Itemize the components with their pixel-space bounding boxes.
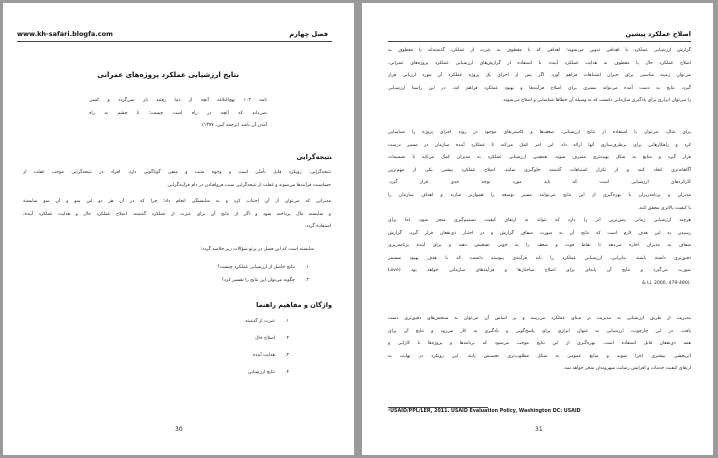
intro-question <box>54 244 314 257</box>
left-page <box>3 3 354 455</box>
page-number: 30 <box>175 426 183 433</box>
header-title: اصلاح عملکرد پیشین <box>625 30 691 38</box>
paragraph-4 <box>388 313 691 376</box>
section-heading: نتیجه‌گرایی <box>296 153 332 161</box>
question-number: ۱. <box>305 265 309 270</box>
vocab-item <box>149 315 289 328</box>
citation-line: & Li, 2000, 479-490). <box>642 280 691 286</box>
chapter-label: فصل چهارم <box>289 30 328 38</box>
paragraph-line: صورت می‌گیرد و نتایج آن پایه‌ای برای اصلاح ساختارها و فرآیندهای سازمانی خواهد بود (Love <box>388 268 691 274</box>
vocab-list <box>149 315 289 379</box>
paragraph-3 <box>388 215 691 291</box>
vocab-text: هدایت آینده <box>252 353 275 358</box>
epigraph-line: نمی‌داند که آنچه در راه است چیست؛ تا چشم به راه <box>89 110 267 116</box>
paragraph-line: گیرد، نتایج به دست آمده می‌تواند بستری برای اصلاح فرآیندها و بهبود عملکرد فراهم کند. در این راستا ارزشیابی <box>388 85 691 91</box>
vocab-number: ۴. <box>285 370 289 375</box>
vocab-number: ۲. <box>285 336 289 341</box>
paragraph-line: گزارش ارزشیابی عملکرد با اهدافی تدوین می‌شوند؛ اهدافی که با معطوف به عبرت از عملکرد گذشته‌اند یا معطوف به <box>388 48 691 53</box>
paragraph-line: شفاف به مدیران اجازه می‌دهد تا نقاط قوت و ضعف را به خوبی تشخیص دهند و برای آینده برنامه‌ریزی <box>388 243 691 249</box>
epigraph-line: نامه ۱۰۲ نهج‌البلاغه آنچه از دنیا رفتند باز نمی‌گردد و کسی <box>89 98 267 103</box>
vocab-text: عبرت از گذشته <box>245 319 275 324</box>
paragraph-line: یافت. در این چارچوب، ارزشیابی به عنوان ابزاری برای پاسخ‌گویی و یادگیری به کار می‌رود و نتایج آن برای <box>388 328 691 334</box>
paragraph-line: قرار گیرد و منابع به شکل بهینه‌تری مصرف شوند. همچنین ارزشیابی عملکرد به مدیران کمک می‌کند تا تصمیمات <box>388 155 691 161</box>
question-item <box>89 274 309 287</box>
vocab-text: نتایج ارزشیابی <box>247 370 275 375</box>
question-text: چگونه می‌توان این نتایج را تفسیر کرد؟ <box>221 278 295 283</box>
epigraph-line: آمدن آن باشد (ترجمه آیتی، ۱۳۷۷). <box>200 123 267 129</box>
vocab-number: ۱. <box>285 319 289 324</box>
header-rule <box>388 41 691 42</box>
paragraph-line: و شایسته مآل پرداخته شود و اگر از نتایج آن برای عبرت از عملکرد گذشته، اصلاح عملکرد حال و هدایت عملکرد آینده، <box>23 211 331 217</box>
right-page <box>362 3 713 455</box>
page-number: 31 <box>535 426 543 433</box>
paragraph-line: برای مثال، می‌توان با استفاده از نتایج ارزشیابی، ضعف‌ها و کاستی‌های موجود در روند اجرای پروژه را شناسایی <box>388 130 691 135</box>
paragraph-line: همه ذی‌نفعان قابل استفاده است. بهره‌گیری از این نتایج موجب می‌شود که برنامه‌ها و پروژه‌ها با کارایی و <box>388 341 691 347</box>
paragraph-line: با کیفیت بالاتری محقق کنند. <box>637 205 691 211</box>
epigraph <box>89 95 267 145</box>
question-item <box>89 261 309 274</box>
question-text: نتایج حاصل از ارزشیابی عملکرد چیست؟ <box>217 265 295 270</box>
paragraph-line: هرچند ارزشیابی زمانی بیش‌ترین اثر را دارد که بتواند به ارتقای کیفیت تصمیم‌گیری منجر شود، اما برای <box>388 218 691 223</box>
vocab-item <box>149 332 289 345</box>
chapter-title: نتایج ارزشیابی عملکرد پروژه‌های عمرانی <box>97 71 239 79</box>
epigraph-line <box>89 133 267 146</box>
vocab-item <box>149 349 289 362</box>
paragraph-line: مدیران و برنامه‌ریزان با بهره‌گیری از این نتایج می‌توانند مسیر توسعه را هموارتر سازند و اهداف سازمان را <box>388 192 691 198</box>
paragraph-line: آگاهانه‌تری اتخاذ کنند و از تکرار اشتباهات گذشته جلوگیری نمایند. اصلاح عملکرد پیشین یکی از مهم‌ترین <box>388 167 691 173</box>
vocab-heading: واژگان و مفاهیم راهنما <box>256 301 332 309</box>
paragraph-line: حساسیت فرآیندها می‌شوند و غفلت از نتیجه‌گرایی سبب فروافتادن در دام فرآیندگرایی. <box>166 182 331 188</box>
paragraph-line: مدیرانی که می‌توان از آن اجتناب کرد و به شایستگی انجام داد؛ چرا که در آن هر دو این سو و آن سو شایسته <box>23 199 331 205</box>
paragraph-line: می‌توان زمینه مناسبی برای جبران اشتباهات فراهم آورد. اگر پس از اجرای یک پروژه عملکرد آن مورد ارزیابی قرار <box>388 73 691 79</box>
site-url: www.kh-safari.blogfa.com <box>17 30 113 38</box>
paragraph-line: اصلاح عملکرد حال یا معطوف به هدایت عملکرد آینده. با استفاده از گزارش‌های ارزشیابی عملکرد پروژه‌های عمرانی، <box>388 60 691 66</box>
paragraph-line: اثربخشی بیشتری اجرا شوند و منابع عمومی به شکل مطلوب‌تری تخصیص یابند. این رویکرد در نهایت به <box>388 353 691 359</box>
paragraph-line: دقیق‌تری داشته باشند. بنابراین، ارزشیابی عملکرد را باید فرآیندی پیوسته دانست که با هدف بهبود مستمر <box>388 255 691 261</box>
paragraph-line: را می‌توان ابزاری برای یادگیری سازمانی دانست که به وسیله آن خطاها شناسایی و اصلاح می‌شوند. <box>502 98 691 104</box>
paragraph-line: استفاده گردد. <box>304 224 331 230</box>
paragraph-line: مدیریت از طریق ارزشیابی به مدیریت بر مبنای عملکرد می‌رسد و بر اساس آن می‌توان به سنجش‌های دقیق‌تری دست <box>388 316 691 321</box>
paragraph-line: کرد و راهکارهایی برای برطرف‌سازی آنها ارائه داد. این امر کمک می‌کند تا عملکرد آینده سازمان در مسیر درست <box>388 142 691 148</box>
vocab-text: اصلاح حال <box>255 336 275 341</box>
paragraph-line: ارتقای کیفیت خدمات و افزایش رضایت شهروندان منجر خواهد شد. <box>563 366 691 372</box>
paragraph-2 <box>388 127 691 215</box>
footnote: ¹USAID/PPL/LER, 2011. USAID Evaluation Policy, Washington DC: USAID <box>388 409 581 414</box>
vocab-number: ۳. <box>285 353 289 358</box>
paragraph-1 <box>23 167 331 234</box>
paragraph-1 <box>388 45 691 108</box>
paragraph-line: نتیجه‌گرایی: رویکرد قابل تأملی است و وجوه مثبت و منفی گوناگونی دارد. افراد در نتیجه‌گرایی موجب غفلت از <box>23 170 331 175</box>
question-number: ۲. <box>305 278 309 283</box>
vocab-item <box>149 366 289 379</box>
paragraph-line: کارکردهای ارزشیابی است که باید مورد توجه جدی قرار گیرد. <box>388 180 691 186</box>
paragraph-line: رسیدن به این هدف لازم است که نتایج آن به صورت شفاف گزارش و در اختیار ذی‌نفعان قرار گیرد. گزارش <box>388 230 691 236</box>
intro-question-text: شایسته است که این فصل در پرتو سؤالات زیر خلاصه گردد: <box>200 247 314 252</box>
questions-list <box>89 261 309 287</box>
header-rule <box>17 41 332 42</box>
